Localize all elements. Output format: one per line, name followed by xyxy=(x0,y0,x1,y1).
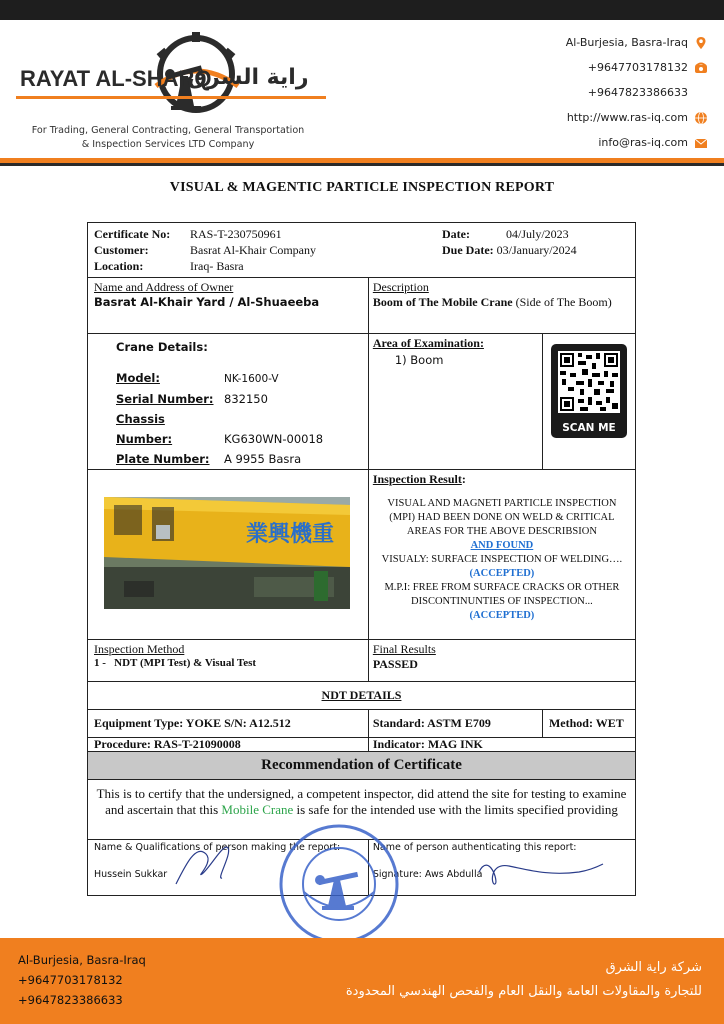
contact-phone-1: +9647703178132 xyxy=(478,55,708,80)
header-contacts xyxy=(478,30,708,155)
area-cell: Area of Examination: 1) Boom xyxy=(368,334,542,470)
description-cell: Description Boom of The Mobile Crane (Side of The Boom) xyxy=(368,278,635,334)
plate-value: A 9955 Basra xyxy=(224,452,302,466)
footer-address: Al-Burjesia, Basra-Iraq xyxy=(18,953,146,967)
equipment-type: Equipment Type: YOKE S/N: A12.512 xyxy=(88,710,369,738)
visual-text: VISUALY: SURFACE INSPECTION OF WELDING…. xyxy=(381,554,623,565)
footer-phone-1: +9647703178132 xyxy=(18,973,123,987)
customer-name: Basrat Al-Khair Company xyxy=(190,243,316,257)
footer-arabic-company: شركة راية الشرق xyxy=(605,960,702,975)
mail-icon xyxy=(694,136,708,150)
result-text: VISUAL AND MAGNETI PARTICLE INSPECTION (MPI) HAD BEEN DONE ON WELD & CRITICAL AREAS FOR THE ABOVE DESCRIBSION xyxy=(387,498,617,537)
qr-cell xyxy=(542,334,635,470)
inspection-method-cell: Inspection Method 1 - NDT (MPI Test) & Visual Test xyxy=(88,640,369,682)
chassis-value: KG630WN-00018 xyxy=(224,432,324,446)
due-date: 03/January/2024 xyxy=(496,243,577,257)
report-date: 04/July/2023 xyxy=(506,227,569,241)
phone-icon xyxy=(694,61,708,75)
owner-cell: Name and Address of Owner Basrat Al-Khair Yard / Al-Shuaeeba xyxy=(88,278,369,334)
qr-icon xyxy=(558,351,620,413)
contact-address: Al-Burjesia, Basra-Iraq xyxy=(478,30,708,55)
recommendation-text: This is to certify that the undersigned, a competent inspector, did attend the site for testing to examine and ascertain that this Mobile Crane is safe for the intended use with the limits specified providing xyxy=(88,780,636,840)
crane-details-cell: Crane Details: Model: NK-1600-V Serial Number: 832150 Chassis Number: KG630WN-00018 Plate Number: A 9955 Basra xyxy=(88,334,369,470)
scan-me-label: SCAN ME xyxy=(562,422,616,434)
location-pin-icon xyxy=(694,36,708,50)
method-wet: Method: WET xyxy=(542,710,635,738)
footer-contacts xyxy=(18,950,146,1010)
footer-arabic-services: للتجارة والمقاولات العامة والنقل العام والفحص الهندسي المحدودة xyxy=(345,984,702,999)
footer xyxy=(0,938,724,1024)
footer-arabic xyxy=(346,956,702,1004)
authenticator-signature xyxy=(469,842,609,892)
inspection-result-cell: Inspection Result: VISUAL AND MAGNETI PARTICLE INSPECTION (MPI) HAD BEEN DONE ON WELD & CRITICAL AREAS FOR THE ABOVE DESCRIBSION AND FOUND VISUALY: SURFACE INSPECTION OF WELDING…. (ACCEPTED) M.P.I: FREE FROM SURFACE CRACKS OR OTHER DISCONTINUNTIES OF INSPECTION... (ACCEPTED) xyxy=(368,470,635,640)
description-bold: Boom of The Mobile Crane xyxy=(372,295,513,309)
contact-phone-2: +9647823386633 xyxy=(587,86,688,99)
inspector-signature xyxy=(166,834,256,890)
top-dark-bar xyxy=(0,0,724,20)
company-stamp xyxy=(274,822,404,947)
certificate-header-cell: Certificate No: RAS-T-230750961 Customer: Basrat Al-Khair Company Location: Iraq- Basra Date: 04/July/2023 Due Date: 03/January/2024 xyxy=(88,223,636,278)
certificate-number: RAS-T-230750961 xyxy=(190,227,282,241)
standard-value: Standard: ASTM E709 xyxy=(368,710,542,738)
procedure-value: Procedure: RAS-T-21090008 xyxy=(88,738,369,752)
area-item: 1) Boom xyxy=(394,353,444,367)
description-rest: (Side of The Boom) xyxy=(512,295,612,309)
logo-latin-text: RAYAT AL-SHARQ xyxy=(20,66,212,91)
owner-value: Basrat Al-Khair Yard / Al-Shuaeeba xyxy=(94,295,320,309)
logo-arabic-text: راية الشرق xyxy=(187,65,309,90)
company-tagline: For Trading, General Contracting, General Transportation & Inspection Services LTD Company xyxy=(31,125,305,150)
final-result-value: PASSED xyxy=(372,657,418,671)
final-results-cell: Final Results PASSED xyxy=(368,640,635,682)
photo-sign-text: 業興機重 xyxy=(246,521,335,547)
location-value: Iraq- Basra xyxy=(190,259,244,273)
inspector-name: Hussein Sukkar xyxy=(94,869,168,880)
qr-code[interactable] xyxy=(551,344,627,438)
report-table xyxy=(87,222,636,896)
mpi-text: M.P.I: FREE FROM SURFACE CRACKS OR OTHER DISCONTINUNTIES OF INSPECTION... xyxy=(384,582,620,607)
mpi-accepted: (ACCEPTED) xyxy=(469,610,535,621)
inspector-cell: Name & Qualifications of person making the report: Hussein Sukkar xyxy=(88,840,369,896)
and-found-text: AND FOUND xyxy=(470,540,534,551)
ndt-details-title: NDT DETAILS xyxy=(88,682,636,710)
photo-cell xyxy=(88,470,369,640)
model-value: NK-1600-V xyxy=(224,373,279,385)
contact-website: http://www.ras-iq.com xyxy=(478,105,708,130)
globe-icon xyxy=(694,111,708,125)
report-title: VISUAL & MAGENTIC PARTICLE INSPECTION REPORT xyxy=(169,180,555,195)
header-dark-line xyxy=(0,163,724,166)
rec-highlight: Mobile Crane xyxy=(221,802,294,817)
crane-photo xyxy=(104,497,350,609)
indicator-value: Indicator: MAG INK xyxy=(368,738,635,752)
contact-email: info@ras-iq.com xyxy=(478,130,708,155)
footer-phone-2: +9647823386633 xyxy=(18,993,123,1007)
method-value: NDT (MPI Test) & Visual Test xyxy=(114,657,257,669)
authenticator-cell: Name of person authenticating this report: Signature: Aws Abdulla xyxy=(368,840,635,896)
serial-value: 832150 xyxy=(224,392,268,406)
visual-accepted: (ACCEPTED) xyxy=(469,568,535,579)
recommendation-title: Recommendation of Certificate xyxy=(88,752,636,780)
authenticator-name: Signature: Aws Abdulla xyxy=(372,869,483,880)
